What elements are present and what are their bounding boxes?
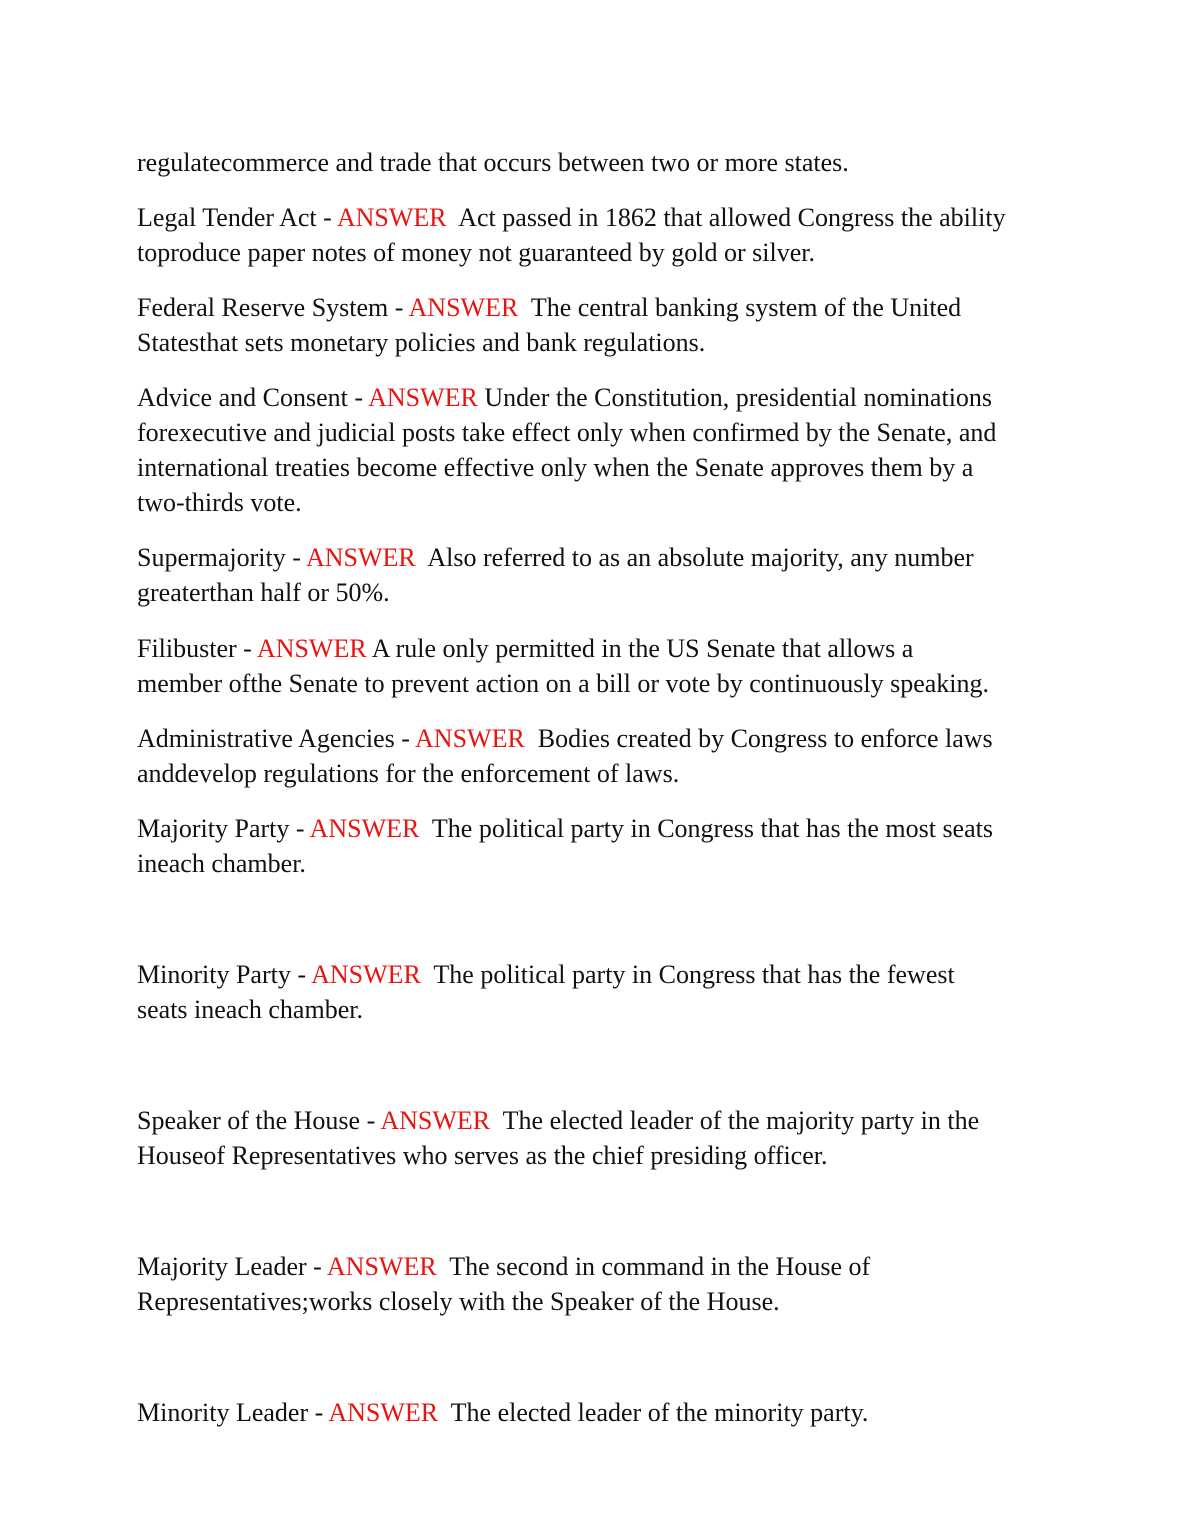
entry-first-line [137,1103,979,1138]
definition: Also referred to as an absolute majority, any number [427,543,974,572]
term: Advice and Consent - [137,383,364,412]
answer-label: ANSWER [306,543,416,572]
continuation-text: regulatecommerce and trade that occurs between two or more states. [137,148,849,177]
term: Filibuster - [137,634,252,663]
entry-first-line [137,811,993,846]
answer-label: ANSWER [256,634,367,663]
answer-label: ANSWER [309,814,420,843]
entry-first-line [137,290,961,325]
entry-first-line [137,200,1006,235]
entry-first-line [137,957,955,992]
definition: A rule only permitted in the US Senate that allows a [371,634,914,663]
definition: The elected leader of the minority party. [450,1398,869,1427]
answer-label: ANSWER [415,724,525,753]
entry-first-line [137,540,974,575]
definition-line: member ofthe Senate to prevent action on a bill or vote by continuously speaking. [137,669,990,698]
definition: The elected leader of the majority party in the [502,1106,980,1135]
term: Administrative Agencies - [137,724,410,753]
definition: Bodies created by Congress to enforce laws [537,724,993,753]
definition-line: Representatives;works closely with the Speaker of the House. [137,1287,780,1316]
answer-label: ANSWER [408,293,519,322]
definition-line: two-thirds vote. [137,488,302,517]
term: Speaker of the House - [137,1106,376,1135]
definition-line: toproduce paper notes of money not guaranteed by gold or silver. [137,238,815,267]
answer-label: ANSWER [380,1106,491,1135]
answer-label: ANSWER [368,383,478,412]
definition-line: international treaties become effective only when the Senate approves them by a [137,453,974,482]
entry-first-line [137,631,913,666]
term: Supermajority - [137,543,301,572]
definition-line: anddevelop regulations for the enforcement of laws. [137,759,680,788]
term: Minority Party - [137,960,306,989]
definition: The political party in Congress that has the most seats [431,814,993,843]
definition: Under the Constitution, presidential nominations [484,383,993,412]
entry-first-line [137,721,993,756]
term: Minority Leader - [137,1398,324,1427]
answer-label: ANSWER [326,1252,437,1281]
definition: The political party in Congress that has the fewest [433,960,955,989]
definition-line: ineach chamber. [137,849,306,878]
definition: The central banking system of the United [530,293,962,322]
definition-line: forexecutive and judicial posts take effect only when confirmed by the Senate, and [137,418,997,447]
definition-line: Statesthat sets monetary policies and bank regulations. [137,328,706,357]
answer-label: ANSWER [311,960,421,989]
term: Majority Leader - [137,1252,322,1281]
definition: Act passed in 1862 that allowed Congress the ability [458,203,1006,232]
answer-label: ANSWER [328,1398,439,1427]
entry-first-line [137,1249,870,1284]
answer-label: ANSWER [336,203,447,232]
term: Federal Reserve System - [137,293,404,322]
definition-line: greaterthan half or 50%. [137,578,390,607]
definition-line: seats ineach chamber. [137,995,363,1024]
term: Legal Tender Act - [137,203,332,232]
definition: The second in command in the House of [449,1252,871,1281]
entry-first-line [137,1395,868,1430]
definition-line: Houseof Representatives who serves as the chief presiding officer. [137,1141,828,1170]
term: Majority Party - [137,814,305,843]
entry-first-line [137,380,992,415]
